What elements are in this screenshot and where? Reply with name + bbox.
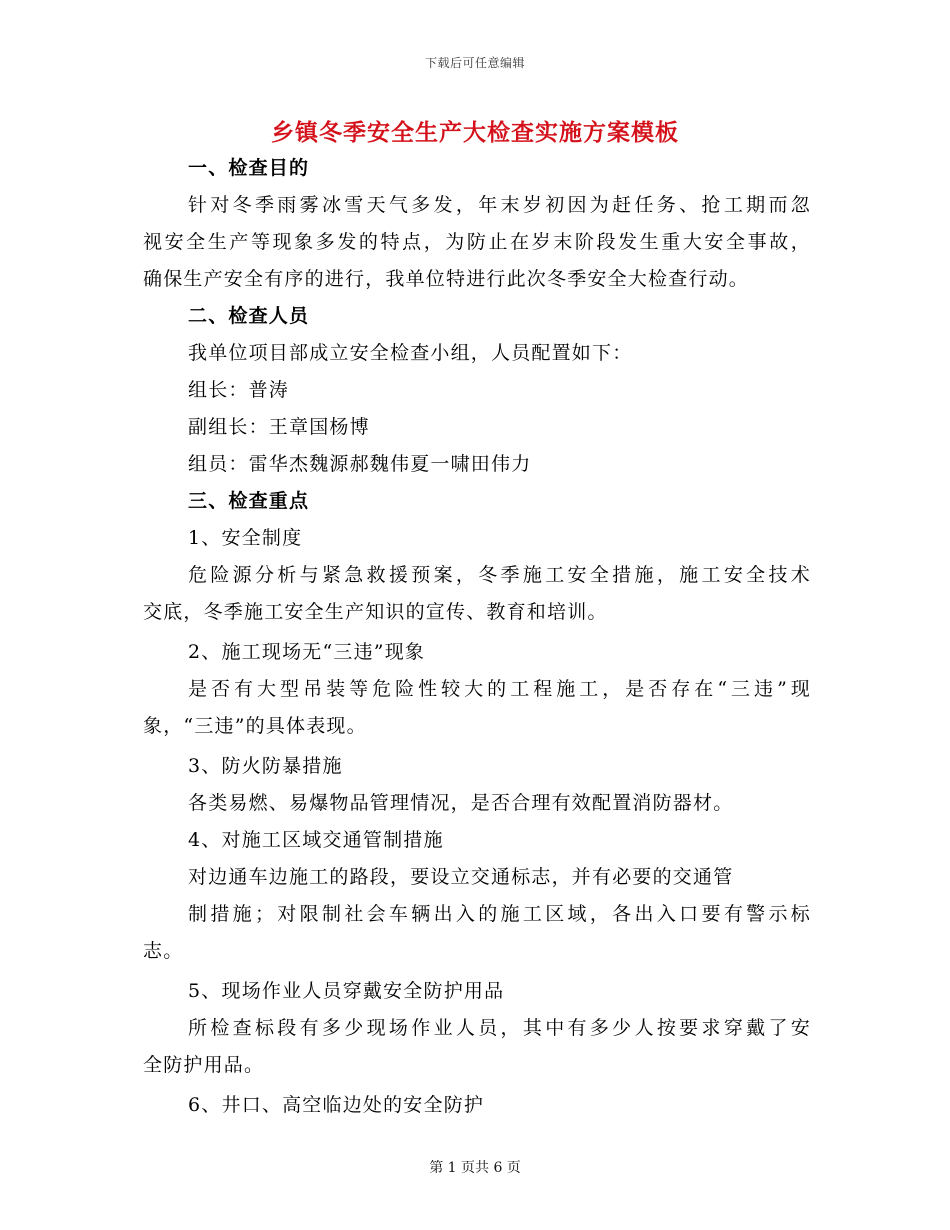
paragraph-line: 对边通车边施工的路段，要设立交通标志，并有必要的交通管 <box>188 866 734 888</box>
paragraph-line: 是否有大型吊装等危险性较大的工程施工，是否存在“三违”现 <box>188 678 811 700</box>
paragraph-line: 视安全生产等现象多发的特点，为防止在岁末阶段发生重大安全事故， <box>143 231 811 253</box>
document-title: 乡镇冬季安全生产大检查实施方案模板 <box>271 119 679 146</box>
subheading-three-violations: 2、施工现场无“三违”现象 <box>188 641 426 663</box>
subheading-fire-prevention: 3、防火防暴措施 <box>188 755 343 777</box>
team-members-line: 组员：雷华杰魏源郝魏伟夏一啸田伟力 <box>188 453 532 475</box>
section-heading-purpose: 一、检查目的 <box>188 157 310 179</box>
paragraph-line: 交底，冬季施工安全生产知识的宣传、教育和培训。 <box>143 601 608 623</box>
section-heading-focus: 三、检查重点 <box>188 490 310 512</box>
subheading-edge-protection: 6、井口、高空临边处的安全防护 <box>188 1094 485 1116</box>
page-number: 第 1 页共 6 页 <box>429 1160 521 1176</box>
paragraph-line: 针对冬季雨雾冰雪天气多发，年末岁初因为赶任务、抢工期而忽 <box>188 194 811 216</box>
team-leader-line: 组长：普涛 <box>188 379 290 401</box>
paragraph-line: 所检查标段有多少现场作业人员，其中有多少人按要求穿戴了安 <box>188 1017 811 1039</box>
paragraph-line: 志。 <box>143 940 184 962</box>
download-note: 下载后可任意编辑 <box>424 56 525 70</box>
paragraph-line: 象，“三违”的具体表现。 <box>143 715 367 737</box>
subheading-safety-system: 1、安全制度 <box>188 527 303 549</box>
subheading-protective-equipment: 5、现场作业人员穿戴安全防护用品 <box>188 980 505 1002</box>
deputy-leader-line: 副组长：王章国杨博 <box>188 416 370 438</box>
subheading-traffic-control: 4、对施工区域交通管制措施 <box>188 829 444 851</box>
paragraph-line: 各类易燃、易爆物品管理情况，是否合理有效配置消防器材。 <box>188 792 734 814</box>
paragraph-line: 制措施；对限制社会车辆出入的施工区域，各出入口要有警示标 <box>188 903 811 925</box>
paragraph-line: 确保生产安全有序的进行，我单位特进行此次冬季安全大检查行动。 <box>143 268 750 290</box>
section-heading-personnel: 二、检查人员 <box>188 305 310 327</box>
paragraph-line: 我单位项目部成立安全检查小组，人员配置如下： <box>188 342 633 364</box>
paragraph-line: 全防护用品。 <box>143 1054 265 1076</box>
paragraph-line: 危险源分析与紧急救援预案，冬季施工安全措施，施工安全技术 <box>188 564 811 586</box>
document-body <box>143 150 811 1124</box>
